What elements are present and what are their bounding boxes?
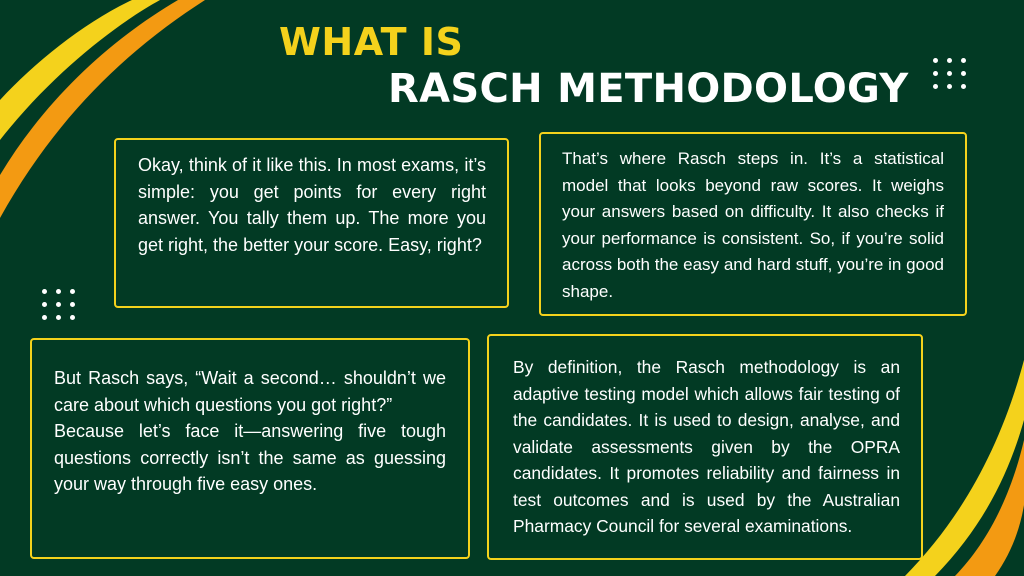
- title-line-2: RASCH METHODOLOGY: [388, 66, 909, 112]
- box-bottom-right-text: By definition, the Rasch methodology is an adaptive testing model which allows fair testing of the candidates. It is used to design, analyse, and validate assessments given by the OPRA candidates. It promotes reliability and fairness in test outcomes and is used by the Australian Pharmacy Council for several examinations.: [513, 357, 900, 536]
- text-box-bottom-right: [487, 334, 923, 560]
- box-bottom-left-text-1: But Rasch says, “Wait a second… shouldn’t we care about which questions you got right?”: [54, 368, 446, 415]
- title-line-1: WHAT IS: [279, 20, 464, 64]
- text-box-top-right: [539, 132, 967, 316]
- dot-grid-left: [42, 289, 75, 320]
- text-box-top-left: [114, 138, 509, 308]
- top-left-yellow-swoosh: [0, 0, 160, 140]
- text-box-bottom-left: [30, 338, 470, 559]
- box-bottom-left-text-2: Because let’s face it—answering five tough questions correctly isn’t the same as guessing your way through five easy ones.: [54, 421, 446, 494]
- box-top-left-text: Okay, think of it like this. In most exams, it’s simple: you get points for every right answer. You tally them up. The more you get right, the better your score. Easy, right?: [138, 155, 486, 255]
- dot-grid-top-right: [933, 58, 966, 89]
- box-top-right-text: That’s where Rasch steps in. It’s a statistical model that looks beyond raw scores. It weighs your answers based on difficulty. It also checks if your performance is consistent. So, if you’re solid across both the easy and hard stuff, you’re in good shape.: [562, 149, 944, 301]
